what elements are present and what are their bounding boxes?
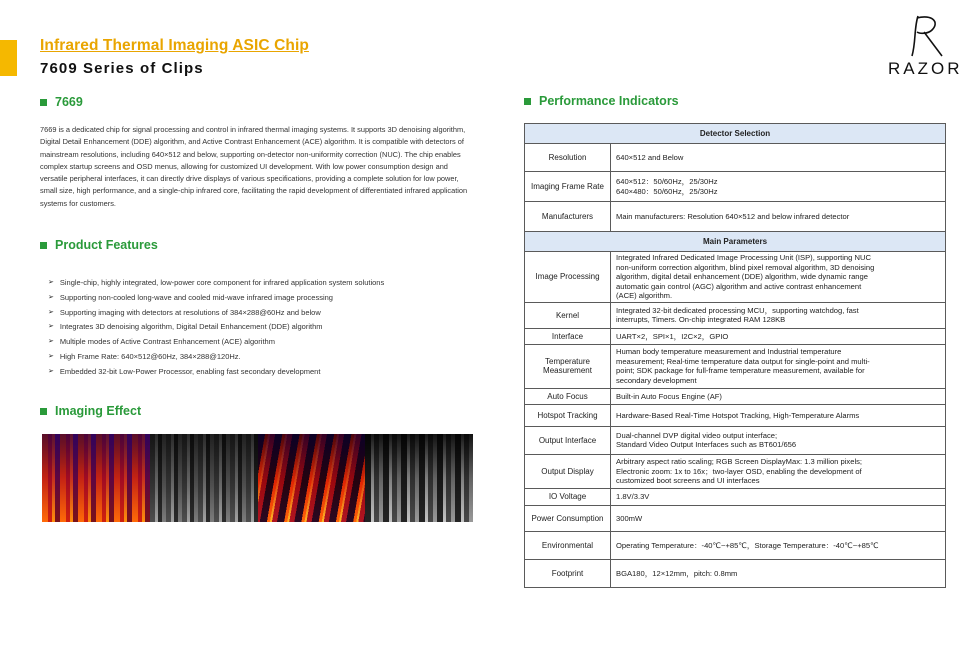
param-value-line: 640×512 and Below xyxy=(616,152,684,162)
param-value-line: UART×2，SPI×1，I2C×2，GPIO xyxy=(616,331,729,341)
imaging-effect-strip xyxy=(42,434,473,522)
param-value-line: algorithm, digital detail enhancement (DDE) algorithm, wide dynamic range xyxy=(616,272,868,282)
param-value xyxy=(611,531,946,559)
table-row xyxy=(525,404,946,426)
feature-item xyxy=(48,306,468,321)
param-value-line: automatic gain control (AGC) algorithm and active contrast enhancement xyxy=(616,281,862,291)
param-value xyxy=(611,488,946,505)
param-name: Interface xyxy=(525,328,611,344)
param-value xyxy=(611,404,946,426)
feature-item xyxy=(48,276,468,291)
param-value-line: Main manufacturers: Resolution 640×512 and below infrared detector xyxy=(616,211,850,221)
param-value xyxy=(611,172,946,202)
section-model-label: 7669 xyxy=(55,95,83,109)
param-name: Image Processing xyxy=(525,252,611,303)
feature-item xyxy=(48,365,468,380)
param-value-line: Integrated 32-bit dedicated processing MCU，supporting watchdog, fast xyxy=(616,305,859,315)
param-name: Environmental xyxy=(525,531,611,559)
table-section-row xyxy=(525,232,946,252)
spec-table xyxy=(524,123,946,588)
table-row xyxy=(525,172,946,202)
param-name: Imaging Frame Rate xyxy=(525,172,611,202)
param-value-line: 640×480：50/60Hz，25/30Hz xyxy=(616,186,718,196)
feature-item xyxy=(48,335,468,350)
param-value xyxy=(611,328,946,344)
section-features xyxy=(40,238,158,252)
param-name: Power Consumption xyxy=(525,505,611,531)
param-name: Footprint xyxy=(525,559,611,587)
param-value xyxy=(611,426,946,454)
table-row xyxy=(525,144,946,172)
arrow-bullet-icon: ➢ xyxy=(48,352,54,360)
table-row xyxy=(525,252,946,303)
param-value-line: (ACE) algorithm. xyxy=(616,291,673,301)
param-value xyxy=(611,454,946,488)
param-value-line: Electronic zoom: 1x to 16x；two-layer OSD, enabling the development of xyxy=(616,466,862,476)
table-row xyxy=(525,388,946,404)
arrow-bullet-icon: ➢ xyxy=(48,323,54,331)
feature-item xyxy=(48,350,468,365)
table-row xyxy=(525,505,946,531)
param-value-line: Arbitrary aspect ratio scaling; RGB Screen DisplayMax: 1.3 million pixels; xyxy=(616,457,863,467)
param-name: Output Display xyxy=(525,454,611,488)
param-value-line: secondary development xyxy=(616,376,697,386)
thermal-image-1 xyxy=(42,434,150,522)
table-row xyxy=(525,488,946,505)
razor-r-mark-icon xyxy=(906,12,946,58)
table-row xyxy=(525,344,946,388)
param-value xyxy=(611,505,946,531)
param-value-line: non-uniform correction algorithm, blind pixel removal algorithm, 3D denoising xyxy=(616,262,875,272)
param-value xyxy=(611,144,946,172)
param-value-line: Integrated Infrared Dedicated Image Processing Unit (ISP), supporting NUC xyxy=(616,253,871,262)
feature-text: Single-chip, highly integrated, low-power core component for infrared application system solutions xyxy=(59,278,385,287)
section-model xyxy=(40,95,83,109)
param-value-line: customized boot screens and UI interfaces xyxy=(616,476,760,486)
arrow-bullet-icon: ➢ xyxy=(48,293,54,301)
table-section-heading: Detector Selection xyxy=(525,124,946,144)
bullet-square-icon xyxy=(40,408,47,415)
param-name: Auto Focus xyxy=(525,388,611,404)
section-imaging xyxy=(40,404,141,418)
param-value-line: BGA180，12×12mm，pitch: 0.8mm xyxy=(616,568,738,578)
param-value-line: measurement; Real-time temperature data output for single-point and multi- xyxy=(616,356,870,366)
param-name: Output Interface xyxy=(525,426,611,454)
section-features-label: Product Features xyxy=(55,238,158,252)
section-performance-label: Performance Indicators xyxy=(539,94,679,108)
section-imaging-label: Imaging Effect xyxy=(55,404,142,418)
param-value xyxy=(611,202,946,232)
feature-item xyxy=(48,320,468,335)
table-row xyxy=(525,559,946,587)
param-value-line: 1.8V/3.3V xyxy=(616,492,650,502)
param-name: Manufacturers xyxy=(525,202,611,232)
logo-text: RAZOR xyxy=(888,59,963,78)
param-value-line: Standard Video Output Interfaces such as BT601/656 xyxy=(616,440,797,450)
param-value-line: Operating Temperature：-40℃~+85℃，Storage Temperature：-40℃~+85℃ xyxy=(616,540,879,550)
param-value xyxy=(611,252,946,303)
table-row xyxy=(525,426,946,454)
param-value xyxy=(611,302,946,328)
table-row xyxy=(525,328,946,344)
table-row xyxy=(525,302,946,328)
table-row xyxy=(525,202,946,232)
param-name: Hotspot Tracking xyxy=(525,404,611,426)
param-name: Temperature Measurement xyxy=(525,344,611,388)
thermal-image-2 xyxy=(150,434,258,522)
bullet-square-icon xyxy=(40,242,47,249)
accent-bar xyxy=(0,40,17,76)
param-value xyxy=(611,559,946,587)
feature-text: Multiple modes of Active Contrast Enhancement (ACE) algorithm xyxy=(59,337,275,347)
feature-text: Supporting imaging with detectors at resolutions of 384×288@60Hz and below xyxy=(59,307,321,317)
table-row xyxy=(525,531,946,559)
brand-logo xyxy=(888,12,976,82)
param-value-line: Human body temperature measurement and Industrial temperature xyxy=(616,347,842,357)
param-value-line: 300mW xyxy=(616,513,643,523)
section-performance xyxy=(524,94,679,108)
param-value xyxy=(611,388,946,404)
arrow-bullet-icon: ➢ xyxy=(48,338,54,346)
feature-text: Supporting non-cooled long-wave and cooled mid-wave infrared image processing xyxy=(59,292,333,302)
param-value-line: Built-in Auto Focus Engine (AF) xyxy=(616,391,722,401)
feature-text: Embedded 32-bit Low-Power Processor, enabling fast secondary development xyxy=(59,366,321,376)
thermal-image-3 xyxy=(258,434,366,522)
table-section-heading: Main Parameters xyxy=(525,232,946,252)
param-value-line: point; SDK package for full-frame temperature measurement, available for xyxy=(616,366,865,376)
table-row xyxy=(525,454,946,488)
param-name: IO Voltage xyxy=(525,488,611,505)
thermal-image-4 xyxy=(365,434,473,522)
param-value-line: Dual-channel DVP digital video output interface; xyxy=(616,430,778,440)
bullet-square-icon xyxy=(524,98,531,105)
param-value xyxy=(611,344,946,388)
table-section-row xyxy=(525,124,946,144)
features-list xyxy=(48,276,468,380)
arrow-bullet-icon: ➢ xyxy=(48,279,54,286)
arrow-bullet-icon: ➢ xyxy=(48,367,54,375)
param-name: Kernel xyxy=(525,302,611,328)
param-value-line: interrupts, Timers. On-chip integrated RAM 128KB xyxy=(616,315,786,325)
description-text: 7669 is a dedicated chip for signal processing and control in infrared thermal imaging systems. It supports 3D denoising algorithm, Digital Detail Enhancement (DDE) algorithm, and Active Contrast Enhancement (ACE) algorithm. It is compatible with detectors of mainstream resolutions, including 640×512 and below, supporting on-detector non-uniformity correction (NUC). The chip enables complex startup screens and OSD menus, allowing for customized UI development. With low power consumption design and versatile peripheral interfaces, it can directly drive displays of various specifications, providing a complete solution for low power, small size, high performance, and a single-chip infrared core, facilitating the rapid development of differentiated infrared application systems for customers. xyxy=(40,125,468,208)
param-name: Resolution xyxy=(525,144,611,172)
arrow-bullet-icon: ➢ xyxy=(48,308,54,316)
bullet-square-icon xyxy=(40,99,47,106)
feature-text: Integrates 3D denoising algorithm, Digital Detail Enhancement (DDE) algorithm xyxy=(59,322,323,332)
param-value-line: Hardware-Based Real-Time Hotspot Tracking, High-Temperature Alarms xyxy=(616,410,860,420)
param-value-line: 640×512：50/60Hz，25/30Hz xyxy=(616,176,718,186)
feature-item xyxy=(48,291,468,306)
sub-title: 7609 Series of Clips xyxy=(40,60,204,77)
feature-text: High Frame Rate: 640×512@60Hz, 384×288@120Hz. xyxy=(59,351,241,361)
main-title: Infrared Thermal Imaging ASIC Chip xyxy=(40,37,309,54)
